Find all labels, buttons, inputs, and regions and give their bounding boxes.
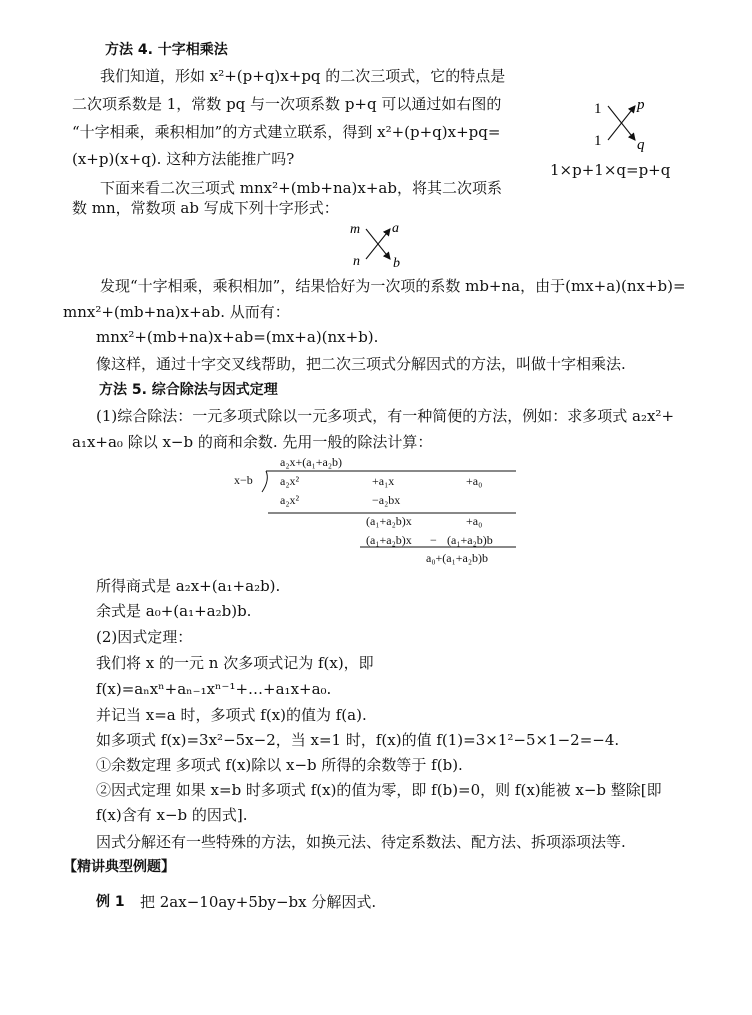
division-r3-term1: (a₁+a₂b)x [366,514,412,528]
example1-text: 把 2ax−10ay+5by−bx 分解因式. [140,893,377,911]
division-r3-term2: +a₀ [466,514,483,528]
cross2-top-right: a [392,221,399,236]
method4-paragraph3-line2: mnx²+(mb+na)x+ab. 从而有： [63,303,290,321]
method4-paragraph1-line4: (x+p)(x+q). 这种方法能推广吗? [72,150,295,168]
method4-paragraph3-line1: 发现“十字相乘，乘积相加”，结果恰好为一次项的系数 mb+na，由于(mx+a)(nx+b)= [100,277,686,295]
method5-value-def: 并记当 x=a 时，多项式 f(x)的值为 f(a). [96,706,367,724]
cross-diagram-mn [340,215,420,273]
method5-paragraph1-line2: a₁x+a₀ 除以 x−b 的商和余数. 先用一般的除法计算： [72,433,433,451]
division-r4-term1: (a₁+a₂b)x [366,533,412,547]
method5-factor-theorem-title: (2)因式定理： [96,628,193,646]
method4-paragraph1-line2: 二次项系数是 1，常数 pq 与一次项系数 p+q 可以通过如右图的 [72,95,502,113]
method5-heading: 方法 5. 综合除法与因式定理 [99,382,278,398]
method4-definition: 像这样，通过十字交叉线帮助，把二次三项式分解因式的方法，叫做十字相乘法. [96,355,626,373]
remainder-theorem: ①余数定理 多项式 f(x)除以 x−b 所得的余数等于 f(b). [96,756,463,774]
division-divisor: x−b [234,473,253,487]
cross1-bottom-right: q [637,137,645,153]
division-r1-term1: a₂x² [280,474,300,488]
example1-label: 例 1 [96,894,125,910]
method5-quotient-text: 所得商式是 a₂x+(a₁+a₂b). [96,577,281,595]
factor-theorem-line2: f(x)含有 x−b 的因式]. [96,806,248,824]
cross1-bottom-left: 1 [594,133,602,149]
method5-remainder-text: 余式是 a₀+(a₁+a₂b)b. [96,602,252,620]
cross1-top-left: 1 [594,101,602,117]
method4-paragraph1-line1: 我们知道，形如 x²+(p+q)x+pq 的二次三项式，它的特点是 [100,67,506,85]
method5-example-value: 如多项式 f(x)=3x²−5x−2，当 x=1 时，f(x)的值 f(1)=3×1²−5×1−2=−4. [96,731,620,749]
factor-theorem-line1: ②因式定理 如果 x=b 时多项式 f(x)的值为零，即 f(b)=0，则 f(x)能被 x−b 整除[即 [96,781,662,799]
method4-heading: 方法 4. 十字相乘法 [105,42,228,58]
cross1-top-right: p [637,97,645,113]
division-r4-minus: − [430,533,437,547]
method4-paragraph1-line3: “十字相乘，乘积相加”的方式建立联系，得到 x²+(p+q)x+pq= [72,123,501,141]
cross2-top-left: m [350,222,361,237]
method5-polynomial-intro: 我们将 x 的一元 n 次多项式记为 f(x)，即 [96,654,374,672]
division-r1-term2: +a₁x [372,474,395,488]
division-r2-term1: a₂x² [280,493,300,507]
cross1-caption: 1×p+1×q=p+q [550,161,671,179]
division-remainder: a₀+(a₁+a₂b)b [426,551,489,565]
division-quotient: a₂x+(a₁+a₂b) [280,455,343,469]
method4-equation: mnx²+(mb+na)x+ab=(mx+a)(nx+b). [96,328,379,346]
method4-paragraph2-line1: 下面来看二次三项式 mnx²+(mb+na)x+ab，将其二次项系 [100,179,502,197]
cross2-bottom-right: b [393,256,400,271]
method5-polynomial-def: f(x)=aₙxⁿ+aₙ₋₁xⁿ⁻¹+…+a₁x+a₀. [96,680,332,698]
method4-paragraph2-line2: 数 mn，常数项 ab 写成下列十字形式： [72,199,339,217]
section-heading: 【精讲典型例题】 [63,859,175,875]
cross-diagram-pq [580,92,670,154]
cross2-bottom-left: n [353,254,360,269]
division-r2-term2: −a₂bx [372,493,401,507]
method5-other-methods: 因式分解还有一些特殊的方法，如换元法、待定系数法、配方法、拆项添项法等. [96,833,626,851]
division-r4-term2: (a₁+a₂b)b [447,533,493,547]
division-r1-term3: +a₀ [466,474,483,488]
method5-paragraph1-line1: (1)综合除法：一元多项式除以一元多项式，有一种简便的方法，例如：求多项式 a₂x²+ [96,407,675,425]
